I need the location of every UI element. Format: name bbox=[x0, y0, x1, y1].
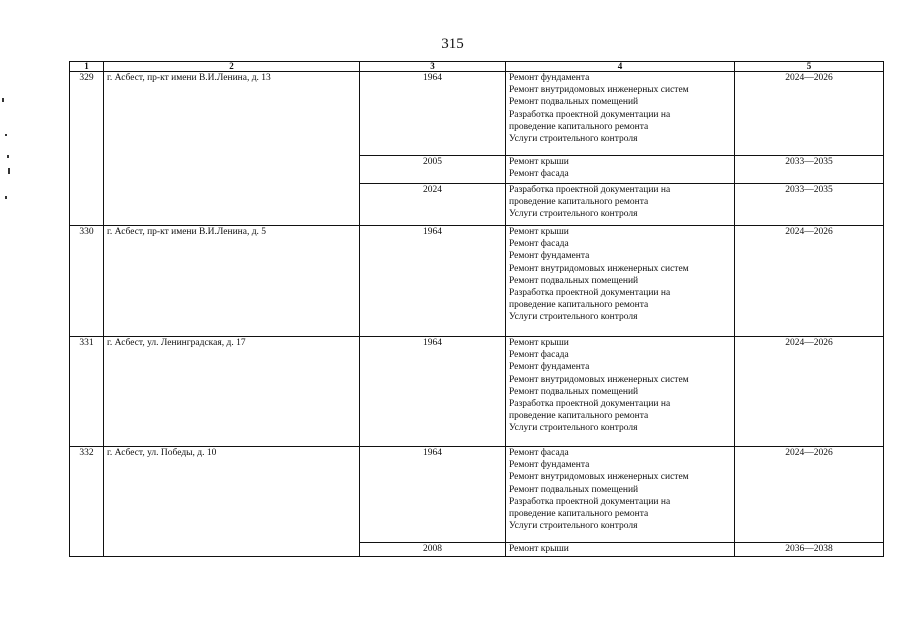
row-number: 329 bbox=[70, 72, 104, 226]
work-item: Ремонт подвальных помещений bbox=[509, 484, 639, 495]
row-year: 2005 bbox=[360, 156, 506, 184]
work-item: Ремонт фасада bbox=[509, 448, 569, 458]
row-period: 2024—2026 bbox=[735, 447, 884, 543]
column-header-period: 5 bbox=[735, 62, 884, 72]
work-item: проведение капитального ремонта bbox=[509, 509, 649, 520]
work-item: Ремонт крыши bbox=[509, 227, 569, 237]
row-address: г. Асбест, ул. Ленинградская, д. 17 bbox=[104, 337, 360, 447]
work-item: проведение капитального ремонта bbox=[509, 411, 649, 422]
table-row bbox=[70, 337, 884, 447]
work-item: Услуги строительного контроля bbox=[509, 134, 638, 145]
work-item: Разработка проектной документации на bbox=[509, 399, 671, 410]
row-year: 1964 bbox=[360, 337, 506, 447]
table-row bbox=[70, 226, 884, 337]
row-period: 2024—2026 bbox=[735, 72, 884, 156]
work-item: проведение капитального ремонта bbox=[509, 121, 649, 132]
row-address: г. Асбест, пр-кт имени В.И.Ленина, д. 13 bbox=[104, 72, 360, 226]
row-period: 2024—2026 bbox=[735, 226, 884, 337]
scan-artifact bbox=[8, 168, 10, 174]
work-item: Ремонт подвальных помещений bbox=[509, 386, 639, 397]
work-item: проведение капитального ремонта bbox=[509, 300, 649, 311]
work-item: Ремонт фундамента bbox=[509, 460, 590, 471]
scan-artifact bbox=[5, 134, 7, 136]
row-period: 2036—2038 bbox=[735, 543, 884, 557]
row-works bbox=[506, 543, 735, 557]
work-item: Ремонт фасада bbox=[509, 350, 569, 361]
row-year: 1964 bbox=[360, 72, 506, 156]
column-header-works: 4 bbox=[506, 62, 735, 72]
work-item: Разработка проектной документации на bbox=[509, 109, 671, 120]
work-item: Разработка проектной документации на bbox=[509, 288, 671, 299]
table-row bbox=[70, 447, 884, 543]
work-item: проведение капитального ремонта bbox=[509, 197, 649, 208]
row-year: 2008 bbox=[360, 543, 506, 557]
work-item: Ремонт внутридомовых инженерных систем bbox=[509, 85, 689, 96]
row-period: 2024—2026 bbox=[735, 337, 884, 447]
work-item: Услуги строительного контроля bbox=[509, 423, 638, 434]
work-item: Услуги строительного контроля bbox=[509, 209, 638, 220]
row-number: 331 bbox=[70, 337, 104, 447]
work-item: Ремонт подвальных помещений bbox=[509, 97, 639, 108]
repair-schedule-table bbox=[69, 61, 884, 557]
row-address: г. Асбест, пр-кт имени В.И.Ленина, д. 5 bbox=[104, 226, 360, 337]
work-item: Ремонт внутридомовых инженерных систем bbox=[509, 374, 689, 385]
work-item: Ремонт подвальных помещений bbox=[509, 275, 639, 286]
row-address: г. Асбест, ул. Победы, д. 10 bbox=[104, 447, 360, 557]
work-item: Ремонт фасада bbox=[509, 239, 569, 250]
row-year: 2024 bbox=[360, 184, 506, 226]
work-item: Разработка проектной документации на bbox=[509, 185, 671, 195]
row-works bbox=[506, 72, 735, 156]
work-item: Ремонт внутридомовых инженерных систем bbox=[509, 472, 689, 483]
scan-artifact bbox=[2, 98, 4, 102]
work-item: Ремонт фундамента bbox=[509, 362, 590, 373]
work-item: Ремонт фундамента bbox=[509, 251, 590, 262]
row-year: 1964 bbox=[360, 447, 506, 543]
row-works bbox=[506, 447, 735, 543]
row-period: 2033—2035 bbox=[735, 184, 884, 226]
work-item: Услуги строительного контроля bbox=[509, 521, 638, 532]
column-header-number: 1 bbox=[70, 62, 104, 72]
work-item: Ремонт крыши bbox=[509, 338, 569, 348]
work-item: Ремонт крыши bbox=[509, 157, 569, 167]
row-number: 330 bbox=[70, 226, 104, 337]
table-row bbox=[70, 72, 884, 156]
scan-artifact bbox=[7, 155, 9, 158]
row-year: 1964 bbox=[360, 226, 506, 337]
row-works bbox=[506, 226, 735, 337]
table-body bbox=[70, 72, 884, 557]
scan-artifact bbox=[5, 196, 7, 199]
row-works bbox=[506, 337, 735, 447]
work-item: Разработка проектной документации на bbox=[509, 496, 671, 507]
row-period: 2033—2035 bbox=[735, 156, 884, 184]
page-number: 315 bbox=[441, 36, 464, 52]
table-header-row bbox=[70, 62, 884, 72]
row-number: 332 bbox=[70, 447, 104, 557]
work-item: Ремонт внутридомовых инженерных систем bbox=[509, 263, 689, 274]
work-item: Ремонт крыши bbox=[509, 544, 569, 554]
row-works bbox=[506, 184, 735, 226]
work-item: Ремонт фундамента bbox=[509, 73, 590, 83]
column-header-address: 2 bbox=[104, 62, 360, 72]
row-works bbox=[506, 156, 735, 184]
column-header-year: 3 bbox=[360, 62, 506, 72]
work-item: Ремонт фасада bbox=[509, 169, 569, 180]
work-item: Услуги строительного контроля bbox=[509, 312, 638, 323]
